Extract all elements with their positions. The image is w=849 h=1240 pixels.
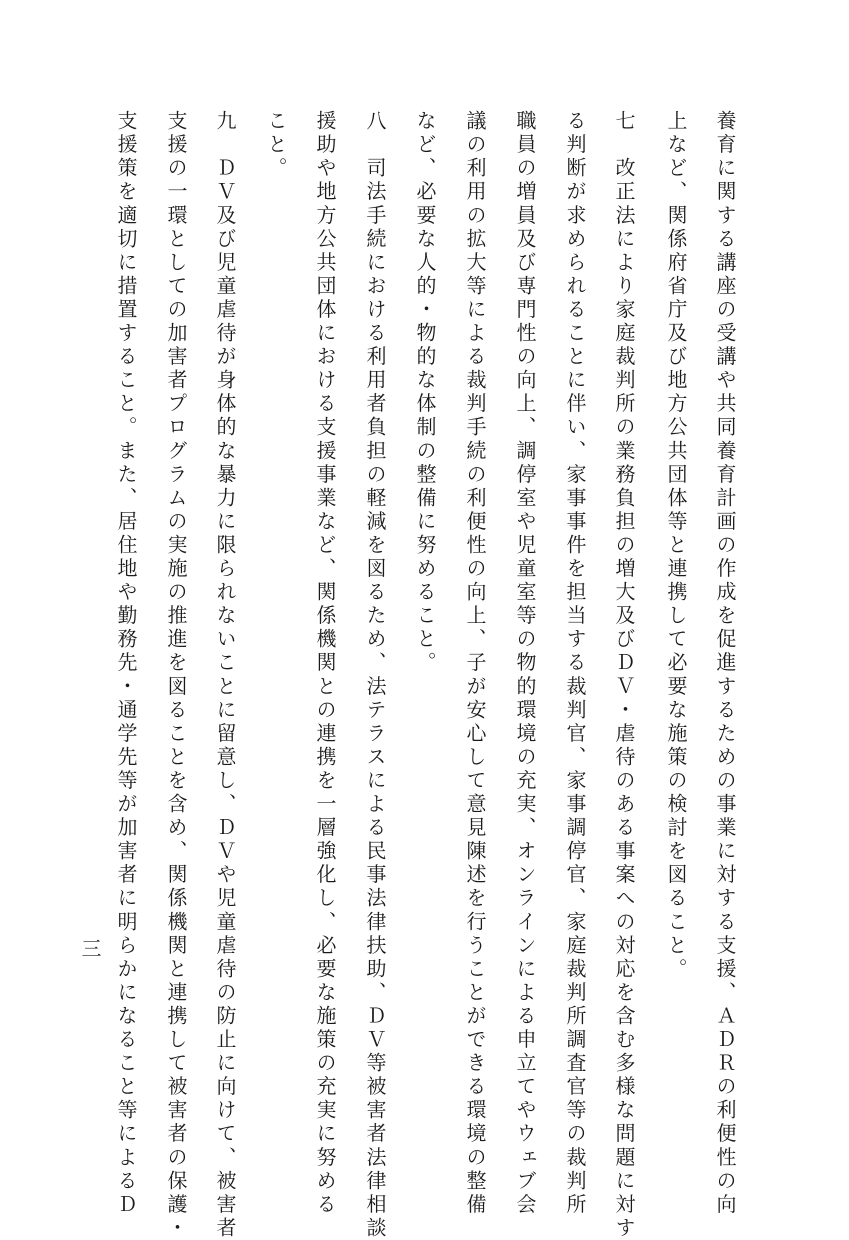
text-line-2: 上など、関係府省庁及び地方公共団体等と連携して必要な施策の検討を図ること。	[664, 110, 688, 982]
text-line-4: る判断が求められることに伴い、家事事件を担当する裁判官、家事調停官、家庭裁判所調査官等の裁判所	[563, 110, 587, 1217]
text-line-3: 七 改正法により家庭裁判所の業務負担の増大及びＤＶ・虐待のある事案への対応を含む多様な問題に対す	[612, 110, 636, 1240]
text-line-7: など、必要な人的・物的な体制の整備に努めること。	[413, 110, 437, 676]
page-number: 三	[78, 938, 102, 958]
text-line-12: 支援の一環としての加害者プログラムの実施の推進を図ることを含め、関係機関と連携して被害者の保護・	[164, 110, 188, 1240]
text-line-11: 九 ＤＶ及び児童虐待が身体的な暴力に限られないことに留意し、ＤＶや児童虐待の防止に向けて、被害者	[213, 110, 237, 1240]
text-line-6: 議の利用の拡大等による裁判手続の利便性の向上、子が安心して意見陳述を行うことができる環境の整備	[463, 110, 487, 1217]
text-line-10: こと。	[264, 110, 288, 181]
text-line-1: 養育に関する講座の受講や共同養育計画の作成を促進するための事業に対する支援、ＡＤＲの利便性の向	[713, 110, 737, 1217]
text-line-8: 八 司法手続における利用者負担の軽減を図るため、法テラスによる民事法律扶助、ＤＶ等被害者法律相談	[363, 110, 387, 1240]
text-line-13: 支援策を適切に措置すること。また、居住地や勤務先・通学先等が加害者に明らかになること等によるＤ	[114, 110, 138, 1217]
text-line-5: 職員の増員及び専門性の向上、調停室や児童室等の物的環境の充実、オンラインによる申立てやウェブ会	[513, 110, 537, 1217]
text-line-9: 援助や地方公共団体における支援事業など、関係機関との連携を一層強化し、必要な施策の充実に努める	[313, 110, 337, 1217]
